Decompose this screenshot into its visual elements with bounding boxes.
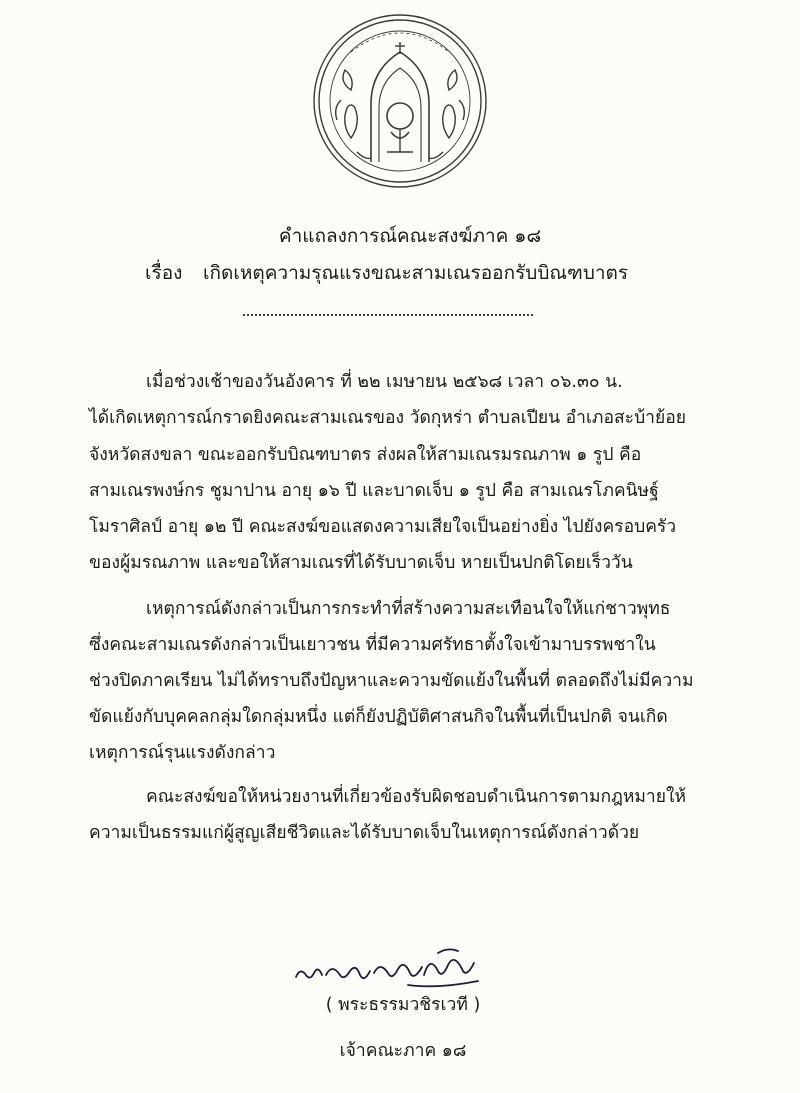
body-line: ช่วงปิดภาคเรียน ไม่ได้ทราบถึงปัญหาและความขัดแย้งในพื้นที่ ตลอดถึงไม่มีความ — [89, 671, 694, 691]
body-line: เมื่อช่วงเช้าของวันอังคาร ที่ ๒๒ เมษายน ๒๕๖๘ เวลา ๐๖.๓๐ น. — [146, 372, 623, 392]
signatory-name: ( พระธรรมวชิรเวที ) — [325, 995, 481, 1015]
body-line: เหตุการณ์รุนแรงดังกล่าว — [89, 743, 276, 763]
body-line: คณะสงฆ์ขอให้หน่วยงานที่เกี่ยวข้องรับผิดชอบดำเนินการตามกฎหมายให้ — [146, 787, 687, 807]
body-line: โมราศิลป์ อายุ ๑๒ ปี คณะสงฆ์ขอแสดงความเสียใจเป็นอย่างยิ่ง ไปยังครอบครัว — [89, 517, 677, 537]
body-line: เหตุการณ์ดังกล่าวเป็นการกระทำที่สร้างความสะเทือนใจให้แก่ชาวพุทธ — [146, 599, 671, 619]
subject-label: เรื่อง — [145, 262, 183, 284]
dharma-wheel-seal-icon — [311, 12, 489, 190]
handwritten-signature — [288, 945, 488, 995]
body-line: ซึ่งคณะสามเณรดังกล่าวเป็นเยาวชน ที่มีความศรัทธาตั้งใจเข้ามาบรรพชาใน — [89, 635, 656, 655]
sangha-region-18-seal — [311, 12, 489, 190]
body-line: ขัดแย้งกับบุคคลกลุ่มใดกลุ่มหนึ่ง แต่ก็ยังปฏิบัติศาสนกิจในพื้นที่เป็นปกติ จนเกิด — [89, 707, 668, 727]
body-line: จังหวัดสงขลา ขณะออกรับบิณฑบาตร ส่งผลให้สามเณรมรณภาพ ๑ รูป คือ — [89, 445, 642, 465]
dotted-divider — [243, 314, 533, 316]
body-line: ความเป็นธรรมแก่ผู้สูญเสียชีวิตและได้รับบาดเจ็บในเหตุการณ์ดังกล่าวด้วย — [89, 823, 640, 843]
subject-line — [145, 260, 628, 286]
subject-text: เกิดเหตุความรุณแรงขณะสามเณรออกรับบิณฑบาตร — [203, 262, 629, 284]
body-line: ของผู้มรณภาพ และขอให้สามเณรที่ได้รับบาดเจ็บ หายเป็นปกติโดยเร็ววัน — [89, 553, 633, 573]
signatory-title: เจ้าคณะภาค ๑๘ — [339, 1041, 467, 1061]
body-line: สามเณรพงษ์กร ชูมาปาน อายุ ๑๖ ปี และบาดเจ็บ ๑ รูป คือ สามเณรโภคนิษฐ์ — [89, 481, 659, 501]
body-line: ได้เกิดเหตุการณ์กราดยิงคณะสามเณรของ วัดกุหร่า ตำบลเปียน อำเภอสะบ้าย้อย — [89, 408, 687, 428]
statement-title: คำแถลงการณ์คณะสงฆ์ภาค ๑๘ — [278, 225, 542, 247]
